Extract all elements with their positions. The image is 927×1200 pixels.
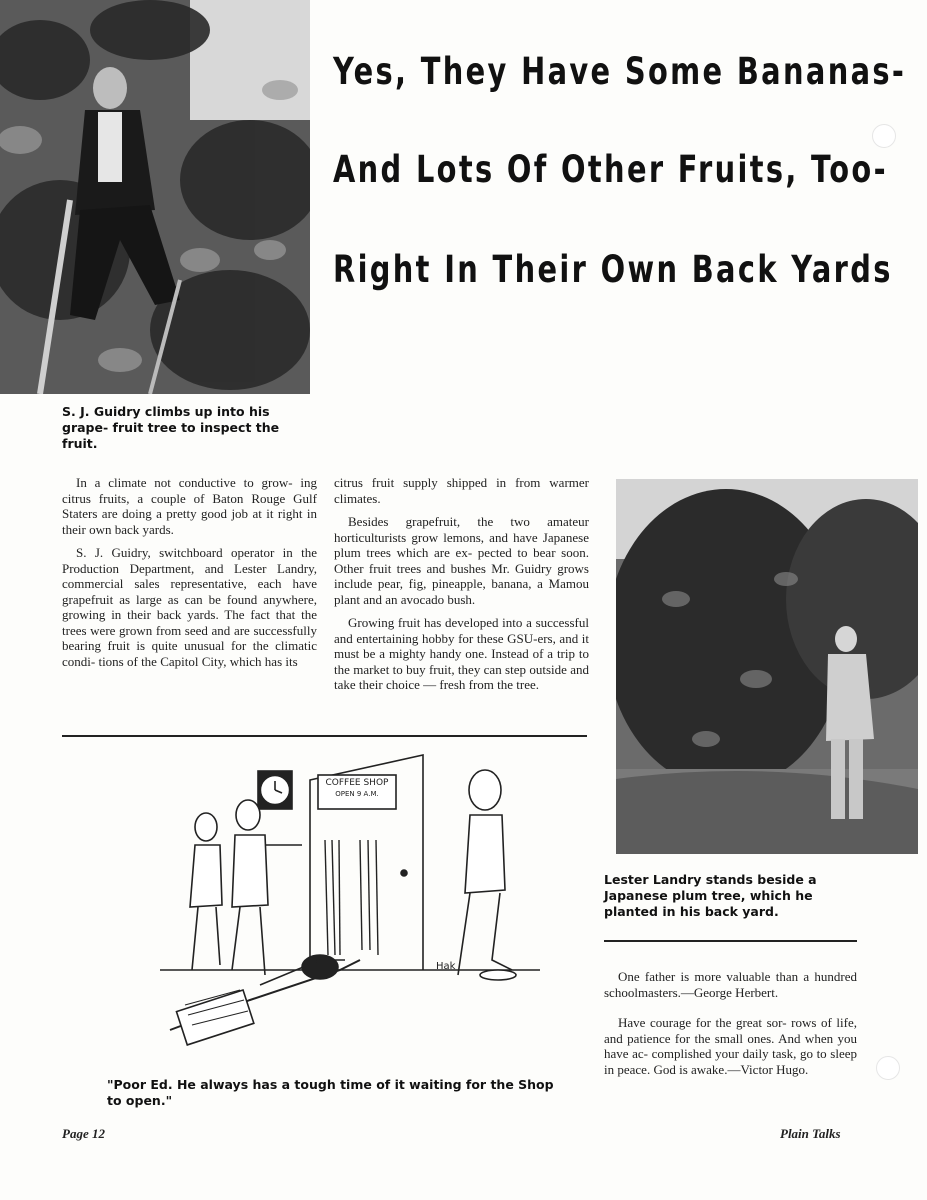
cartoon-caption: "Poor Ed. He always has a tough time of it waiting for the Shop to open." <box>107 1077 554 1108</box>
section-divider <box>604 940 857 942</box>
quote-hugo: Have courage for the great sor- rows of life, and patience for the small ones. And when you have ac- complished your daily task, go to sleep in peace. God is awake.—Victor Hugo. <box>604 1015 857 1077</box>
article-paragraph: Growing fruit has developed into a successful and entertaining hobby for these GSU-ers, and it must be a mighty handy one. Instead of a trip to the market to buy fruit, they can step outside and take their choice — fresh from the tree. <box>334 615 589 692</box>
quotes-column <box>604 969 857 1085</box>
punch-hole <box>872 124 896 148</box>
guidry-photo-caption: S. J. Guidry climbs up into his grape- fruit tree to inspect the fruit. <box>62 404 280 451</box>
coffee-shop-cartoon <box>140 745 560 1070</box>
headline-line-3: Right In Their Own Back Yards <box>333 248 893 291</box>
sign-line-1: COFFEE SHOP <box>325 778 389 788</box>
article-paragraph: S. J. Guidry, switchboard operator in the Production Department, and Lester Landry, commercial sales representative, each have grapefruit as large as can be found anywhere, growing in their back yards. The fact that the trees were grown from seed and are successfully bearing fruit is quite unusual for the climatic condi- tions of the Capitol City, which has its <box>62 545 317 669</box>
coffee-shop-sign <box>320 777 394 799</box>
landry-photo-caption: Lester Landry stands beside a Japanese plum tree, which he planted in his back yard. <box>604 872 817 919</box>
article-column-1 <box>62 475 317 677</box>
headline-line-2: And Lots Of Other Fruits, Too- <box>333 148 888 191</box>
page-number: Page 12 <box>62 1126 105 1141</box>
article-paragraph: citrus fruit supply shipped in from warmer climates. <box>334 475 589 506</box>
section-divider <box>62 735 587 737</box>
article-column-2 <box>334 475 589 701</box>
article-paragraph: In a climate not conductive to grow- ing citrus fruits, a couple of Baton Rouge Gulf Staters are doing a pretty good job at it right in their own back yards. <box>62 475 317 537</box>
landry-plum-tree-photo <box>616 479 918 854</box>
quote-herbert: One father is more valuable than a hundred schoolmasters.—George Herbert. <box>604 969 857 1000</box>
punch-hole <box>876 1056 900 1080</box>
article-paragraph: Besides grapefruit, the two amateur horticulturists grow lemons, and have Japanese plum trees which are ex- pected to bear soon. Other fruit trees and bushes Mr. Guidry grows include pear, fig, pineapple, banana, a Mamou plant and an avocado bush. <box>334 514 589 607</box>
headline-line-1: Yes, They Have Some Bananas- <box>333 50 907 93</box>
publication-name: Plain Talks <box>780 1126 841 1141</box>
guidry-tree-photo <box>0 0 310 394</box>
cartoonist-signature: Hak <box>436 961 456 972</box>
sign-line-2: OPEN 9 A.M. <box>335 790 379 798</box>
